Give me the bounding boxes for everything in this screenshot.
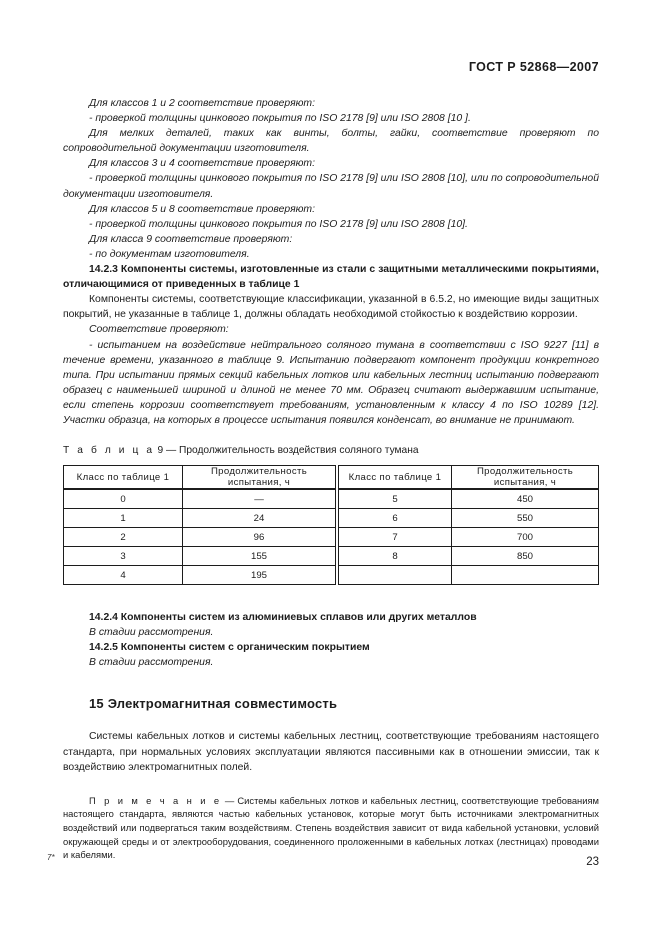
paragraph-check-manufacturer-docs: - по документам изготовителя. xyxy=(89,248,250,260)
note-text: Системы кабельных лотков и кабельных лестниц, соответствующие требованиям настоящего стандарта, являются частью кабельных установок, которые могут быть источниками электромагнитных воздействий или подвергаться таким воздействиям. Степень воздействия зависит от вида кабельной установки, условий окружающей среды и от электрооборудования, соединенного проложенными в кабельных лотках (лестницах) проводами и кабелями. xyxy=(63,794,599,861)
signature-mark: 7* xyxy=(47,853,55,862)
cell-class: 1 xyxy=(64,509,183,528)
table-row xyxy=(339,509,599,528)
spacer-before-section-15-2 xyxy=(63,686,599,695)
running-header-standard-number: ГОСТ Р 52868—2007 xyxy=(468,60,599,74)
spacer-before-table xyxy=(63,428,599,444)
paragraph-check-iso-c: - проверкой толщины цинкового покрытия по ISO 2178 [9] или ISO 2808 [10]. xyxy=(89,218,468,230)
paragraph-check-iso-b: - проверкой толщины цинкового покрытия по ISO 2178 [9] или ISO 2808 [10], или по сопроводительной документации изготовителя. xyxy=(63,173,599,200)
cell-class: 5 xyxy=(339,489,452,509)
heading-14-2-3: 14.2.3 Компоненты системы, изготовленные из стали с защитными металлическими покрытиями, отличающимися от приведенных в таблице 1 xyxy=(63,264,599,291)
paragraph-small-parts: Для мелких деталей, таких как винты, болты, гайки, соответствие проверяют по сопроводительной документации изготовителя. xyxy=(63,128,599,155)
table-row xyxy=(64,566,336,585)
cell-duration: 700 xyxy=(452,528,599,547)
section-15-number: 15 xyxy=(89,696,104,712)
table-row xyxy=(64,547,336,566)
section-15-title: Электромагнитная совместимость xyxy=(107,696,338,712)
table-9-right-body xyxy=(339,489,599,585)
paragraph-salt-spray-test: - испытанием на воздействие нейтрального соляного тумана в соответствии с ISO 9227 [11] в течение времени, указанного в таблице 9. Испытанию подвергают компонент продукции конкретного типа. При испытании прямых секций кабельных лотков или кабельных лестниц испытанию подвергают образец с наименьшей шириной и длиной не менее 70 мм. Образец считают выдержавшим испытание, если степень коррозии соответствует требованиям, установленным к классу 4 по ISO 10289 [12]. Участки образца, на которых в процессе испытания появился конденсат, во внимание не принимают. xyxy=(63,339,599,426)
paragraph-14-2-3-body: Компоненты системы, соответствующие классификации, указанной в 6.5.2, но имеющие виды защитных покрытий, не указанные в таблице 1, должны обладать необходимой стойкостью к воздействию коррозии. xyxy=(63,294,599,321)
table-caption-number: 9 xyxy=(154,445,164,457)
heading-14-2-4: 14.2.4 Компоненты систем из алюминиевых сплавов или других металлов xyxy=(89,612,477,624)
column-header-class-right: Класс по таблице 1 xyxy=(339,466,452,490)
table-row xyxy=(64,528,336,547)
heading-section-15 xyxy=(63,695,599,713)
spacer-after-section-15-heading xyxy=(63,713,599,729)
cell-class xyxy=(339,566,452,585)
cell-duration: 850 xyxy=(452,547,599,566)
table-row xyxy=(64,509,336,528)
paragraph-section-15-body: Системы кабельных лотков и системы кабельных лестниц, соответствующие требованиям настоящего стандарта, при нормальных условиях эксплуатации являются пассивными как в отношении эмиссии, так к воздействию электромагнитных полей. xyxy=(63,731,599,773)
page-content xyxy=(63,96,599,862)
paragraph-check-iso-a: - проверкой толщины цинкового покрытия по ISO 2178 [9] или ISO 2808 [10 ]. xyxy=(89,113,471,125)
cell-class: 6 xyxy=(339,509,452,528)
cell-class: 8 xyxy=(339,547,452,566)
cell-duration: 550 xyxy=(452,509,599,528)
cell-duration: 195 xyxy=(183,566,336,585)
cell-duration: 450 xyxy=(452,489,599,509)
table-row xyxy=(339,489,599,509)
paragraph-classes-1-2: Для классов 1 и 2 соответствие проверяют: xyxy=(89,98,315,109)
table-caption-dash: — xyxy=(163,445,180,457)
table-row xyxy=(339,566,599,585)
column-header-duration-right: Продолжительность испытания, ч xyxy=(452,466,599,490)
table-caption-title: Продолжительность воздействия соляного тумана xyxy=(179,445,419,457)
cell-class: 0 xyxy=(64,489,183,509)
table-9-left-half xyxy=(63,465,336,585)
spacer-after-table xyxy=(63,585,599,601)
cell-duration xyxy=(452,566,599,585)
cell-duration: 96 xyxy=(183,528,336,547)
heading-14-2-5: 14.2.5 Компоненты систем с органическим покрытием xyxy=(89,642,370,654)
note-label: П р и м е ч а н и е xyxy=(89,794,222,806)
table-9-left-body xyxy=(64,489,336,585)
cell-class: 4 xyxy=(64,566,183,585)
table-row xyxy=(339,547,599,566)
paragraph-14-2-4-body: В стадии рассмотрения. xyxy=(89,627,214,639)
note-block xyxy=(63,794,599,862)
cell-class: 3 xyxy=(64,547,183,566)
paragraph-conformity-check-label: Соответствие проверяют: xyxy=(89,324,229,336)
cell-class: 2 xyxy=(64,528,183,547)
cell-duration: 24 xyxy=(183,509,336,528)
table-9-caption xyxy=(63,444,599,458)
table-9-right-half xyxy=(338,465,599,585)
column-header-duration-left: Продолжительность испытания, ч xyxy=(183,466,336,490)
spacer-before-section-15 xyxy=(63,670,599,686)
note-dash: — xyxy=(221,794,238,806)
cell-duration: 155 xyxy=(183,547,336,566)
spacer-before-note xyxy=(63,775,599,791)
table-9 xyxy=(63,465,599,585)
paragraph-classes-5-8: Для классов 5 и 8 соответствие проверяют: xyxy=(89,203,315,215)
table-row xyxy=(339,528,599,547)
table-header-row xyxy=(339,466,599,490)
paragraph-classes-3-4: Для классов 3 и 4 соответствие проверяют: xyxy=(89,158,315,170)
paragraph-class-9: Для класса 9 соответствие проверяют: xyxy=(89,233,293,245)
column-header-class-left: Класс по таблице 1 xyxy=(64,466,183,490)
table-header-row xyxy=(64,466,336,490)
table-row xyxy=(64,489,336,509)
paragraph-14-2-5-body: В стадии рассмотрения. xyxy=(89,657,214,669)
table-caption-label: Т а б л и ц а xyxy=(63,445,155,457)
cell-class: 7 xyxy=(339,528,452,547)
page-number: 23 xyxy=(586,856,599,868)
spacer-after-table-2 xyxy=(63,601,599,610)
cell-duration: — xyxy=(183,489,336,509)
